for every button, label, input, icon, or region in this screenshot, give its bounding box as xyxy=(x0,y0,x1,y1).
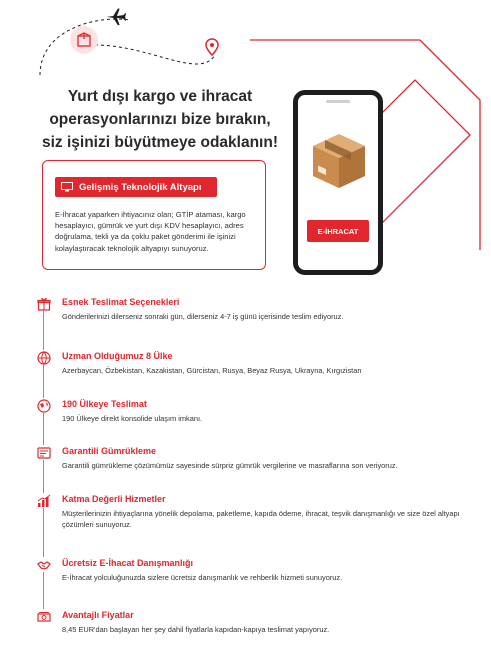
tech-badge xyxy=(55,177,217,197)
feature-title: Avantajlı Fiyatlar xyxy=(62,610,134,620)
feature-description: 8,45 EUR'dan başlayan her şey dahil fiyatlarla kapıdan-kapıya teslimat yapıyoruz. xyxy=(62,625,330,634)
airplane-icon xyxy=(105,5,127,27)
feature-description: Gönderilerinizi dilerseniz sonraki gün, dilerseniz 4-7 iş günü içerisinde teslim ediyoruz. xyxy=(62,312,344,321)
gift-icon xyxy=(36,296,51,311)
handshake-icon xyxy=(36,557,51,572)
phone-notch xyxy=(326,100,350,103)
feature-title: Garantili Gümrükleme xyxy=(62,446,157,456)
phone-illustration xyxy=(293,90,383,275)
feature-description: Azerbaycan, Özbekistan, Kazakistan, Gürcistan, Rusya, Beyaz Rusya, Ukrayna, Kırgızistan xyxy=(62,366,362,375)
growth-chart-icon xyxy=(36,493,51,508)
tech-infrastructure-card xyxy=(42,160,266,270)
globe-delivery-icon xyxy=(36,398,51,413)
globe-icon xyxy=(36,350,51,365)
money-icon xyxy=(36,609,51,624)
location-pin-icon xyxy=(205,38,219,56)
feature-title: Uzman Olduğumuz 8 Ülke xyxy=(62,351,173,361)
feature-title: Ücretsiz E-İhacat Danışmanlığı xyxy=(62,558,194,568)
feature-title: Katma Değerli Hizmetler xyxy=(62,494,166,504)
cardboard-box-icon xyxy=(310,130,368,190)
feature-description: E-İhracat yolculuğunuzda sizlere ücretsiz danışmanlık ve rehberlik hizmeti sunuyoruz. xyxy=(62,573,343,582)
feature-title: 190 Ülkeye Teslimat xyxy=(62,399,147,409)
tech-description: E-İhracat yaparken ihtiyacınız olan; GTİP ataması, kargo hesaplayıcı, gümrük ve yurt dışı KDV hesaplayıcı, adres doğrulama, tekli ya da çoklu paket gönderimi ile işinizi kolaylaştıracak teknolojik altyapıyı sunuyoruz. xyxy=(55,210,246,253)
e-export-button[interactable]: E-İHRACAT xyxy=(307,220,369,242)
package-circle-icon xyxy=(70,26,98,54)
feature-description: Garantili gümrükleme çözümümüz sayesinde sürpriz gümrük vergilerine ve masraflarına son veriyoruz. xyxy=(62,461,398,470)
feature-description: 190 Ülkeye direkt konsolide ulaşım imkanı. xyxy=(62,414,203,423)
monitor-icon xyxy=(61,182,73,192)
customs-icon xyxy=(36,445,51,460)
feature-description: Müşterilerinizin ihtiyaçlarına yönelik depolama, paketleme, kapıda ödeme, ihracat, teşvik danışmanlığı ve size özel altyapı çözümleri sunuyoruz. xyxy=(62,509,460,529)
feature-title: Esnek Teslimat Seçenekleri xyxy=(62,297,180,307)
hero-headline: Yurt dışı kargo ve ihracat operasyonlarınızı bize bırakın, siz işinizi büyütmeye odaklanın! xyxy=(42,88,278,151)
tech-badge-label: Gelişmiş Teknolojik Altyapı xyxy=(79,181,202,193)
